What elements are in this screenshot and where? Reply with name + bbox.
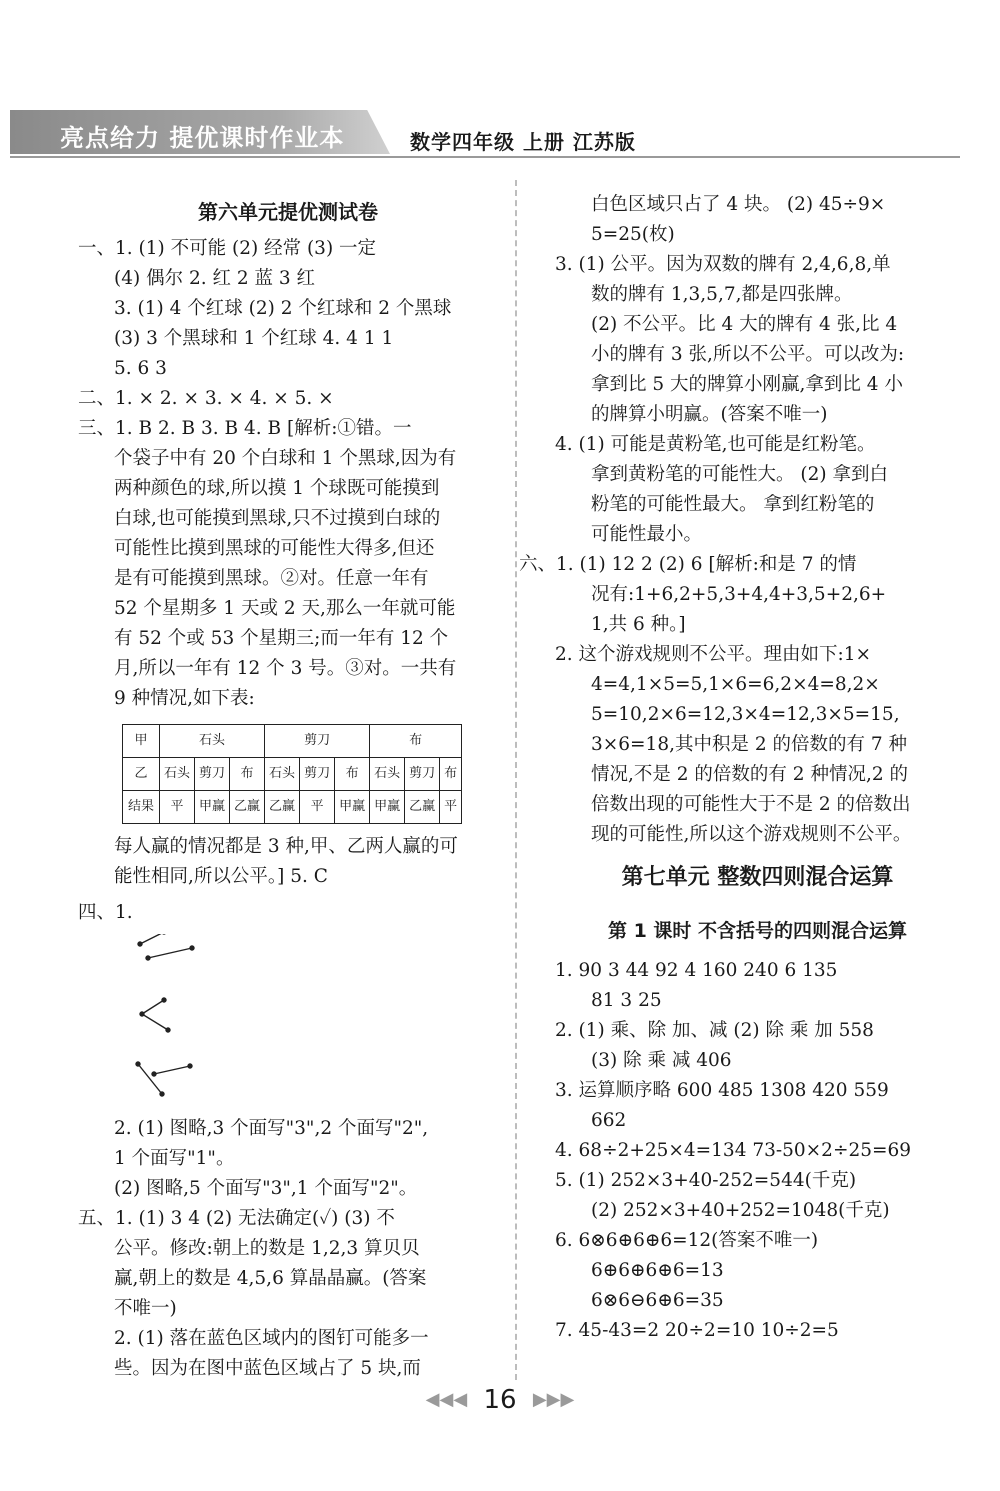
answer-line: 些。因为在图中蓝色区域占了 5 块,而 [114, 1358, 421, 1379]
answer-line: 月,所以一年有 12 个 3 号。③对。一共有 [114, 658, 457, 679]
answer-line: 小的牌有 3 张,所以不公平。可以改为: [591, 344, 905, 365]
answer-line: 2. (1) 乘、除 加、减 (2) 除 乘 加 558 [555, 1020, 874, 1041]
answer-line: 6⊗6⊖6⊕6=35 [591, 1290, 724, 1311]
match-dot [162, 998, 166, 1002]
answer-line: 况有:1+6,2+5,3+4,4+3,5+2,6+ [591, 584, 887, 605]
answer-line: 3×6=18,其中积是 2 的倍数的有 7 种 [591, 734, 908, 755]
table-cell: 石头 [160, 758, 195, 791]
answer-line: 5=25(枚) [591, 224, 675, 245]
table-cell: 结果 [123, 791, 160, 824]
table-cell: 平 [440, 791, 462, 824]
answer-line: 不唯一) [114, 1298, 177, 1319]
answer-line: 1. 90 3 44 92 4 160 240 6 135 [555, 960, 838, 981]
answer-line: 倍数出现的可能性大于不是 2 的倍数出 [591, 794, 911, 815]
answer-line: 9 种情况,如下表: [114, 688, 255, 709]
unit-title: 第七单元 整数四则混合运算 [621, 865, 894, 890]
answer-line: 52 个星期多 1 天或 2 天,那么一年就可能 [114, 598, 456, 619]
answer-line: 可能性比摸到黑球的可能性大得多,但还 [114, 538, 435, 559]
answer-line: 3. 运算顺序略 600 485 1308 420 559 [555, 1080, 889, 1101]
match-dot [136, 1062, 140, 1066]
section-title: 第六单元提优测试卷 [198, 200, 378, 224]
header-rule [10, 156, 960, 158]
answer-line: 1,共 6 种。] [591, 614, 686, 635]
answer-line: 的牌算小明赢。(答案不唯一) [591, 404, 828, 425]
lesson-title: 第 1 课时 不含括号的四则混合运算 [607, 920, 908, 942]
match-line [138, 1064, 162, 1094]
answer-line: (3) 3 个黑球和 1 个红球 4. 4 1 1 [114, 328, 394, 349]
page-number: 16 [483, 1385, 517, 1415]
table-cell: 乙赢 [405, 791, 440, 824]
match-line [148, 948, 192, 958]
page-footer [0, 1385, 1000, 1415]
left-column [78, 190, 498, 1384]
answer-line: 赢,朝上的数是 4,5,6 算晶晶赢。(答案 [114, 1268, 427, 1289]
match-dot [188, 1064, 192, 1068]
brand-title: 亮点给力 提优课时作业本 [60, 124, 345, 152]
line-matching-figure [118, 934, 238, 1104]
answer-line: 白色区域只占了 4 块。 (2) 45÷9× [591, 194, 886, 215]
match-dot [190, 946, 194, 950]
table-cell: 平 [160, 791, 195, 824]
match-dot [160, 1092, 164, 1096]
answer-line: 4. 68÷2+25×4=134 73-50×2÷25=69 [555, 1140, 912, 1161]
match-line [142, 1000, 164, 1014]
answer-line: 拿到比 5 大的牌算小刚赢,拿到比 4 小 [591, 374, 903, 395]
answer-line: 4. (1) 可能是黄粉笔,也可能是红粉笔。 [555, 434, 876, 455]
next-arrows-icon: ▶▶▶ [532, 1389, 575, 1410]
match-line [140, 934, 164, 944]
answer-line: 粉笔的可能性最大。 拿到红粉笔的 [591, 494, 875, 515]
answer-line: 三、1. B 2. B 3. B 4. B [解析:①错。一 [78, 418, 412, 439]
answer-line: 二、1. × 2. × 3. × 4. × 5. × [78, 388, 334, 409]
table-cell: 甲赢 [335, 791, 370, 824]
answer-line: 3. (1) 公平。因为双数的牌有 2,4,6,8,单 [555, 254, 891, 275]
match-line [154, 1066, 190, 1074]
answer-line: 情况,不是 2 的倍数的有 2 种情况,2 的 [591, 764, 908, 785]
match-dot [138, 942, 142, 946]
answer-line: (2) 图略,5 个面写"3",1 个面写"2"。 [114, 1178, 418, 1199]
match-line [142, 1014, 168, 1030]
answer-line: 现的可能性,所以这个游戏规则不公平。 [591, 824, 912, 845]
answer-line: (2) 252×3+40+252=1048(千克) [591, 1200, 890, 1221]
answer-line: 能性相同,所以公平。] 5. C [114, 866, 328, 887]
table-cell: 布 [370, 725, 462, 758]
answer-line: 公平。修改:朝上的数是 1,2,3 算贝贝 [114, 1238, 420, 1259]
answer-line: 五、1. (1) 3 4 (2) 无法确定(✓) (3) 不 [78, 1208, 395, 1229]
answer-line: 2. 这个游戏规则不公平。理由如下:1× [555, 644, 872, 665]
table-cell: 甲赢 [195, 791, 230, 824]
answer-line: 个袋子中有 20 个白球和 1 个黑球,因为有 [114, 448, 457, 469]
answer-line: 每人赢的情况都是 3 种,甲、乙两人赢的可 [114, 836, 458, 857]
answer-line: 4=4,1×5=5,1×6=6,2×4=8,2× [591, 674, 880, 695]
answer-line: 2. (1) 落在蓝色区域内的图钉可能多一 [114, 1328, 429, 1349]
answer-line: 六、1. (1) 12 2 (2) 6 [解析:和是 7 的情 [519, 554, 857, 575]
answer-line: 1 个面写"1"。 [114, 1148, 235, 1169]
table-cell: 石头 [370, 758, 405, 791]
answer-line: 拿到黄粉笔的可能性大。 (2) 拿到白 [591, 464, 888, 485]
table-cell: 石头 [265, 758, 300, 791]
table-cell: 剪刀 [265, 725, 370, 758]
answer-line: 白球,也可能摸到黑球,只不过摸到白球的 [114, 508, 441, 529]
match-dot [140, 1012, 144, 1016]
answer-line: 6⊕6⊕6⊕6=13 [591, 1260, 724, 1281]
table-cell: 乙赢 [265, 791, 300, 824]
table-cell: 石头 [160, 725, 265, 758]
answer-line: 可能性最小。 [591, 524, 703, 545]
table-cell: 剪刀 [405, 758, 440, 791]
table-cell: 剪刀 [195, 758, 230, 791]
rock-paper-scissors-table [122, 724, 462, 824]
answer-line: 6. 6⊗6⊕6⊕6=12(答案不唯一) [555, 1230, 819, 1251]
answer-line: 5. (1) 252×3+40-252=544(千克) [555, 1170, 857, 1191]
answer-line: 一、1. (1) 不可能 (2) 经常 (3) 一定 [78, 238, 377, 259]
column-divider [515, 180, 517, 1380]
table-cell: 布 [230, 758, 265, 791]
answer-line: 2. (1) 图略,3 个面写"3",2 个面写"2", [114, 1118, 429, 1139]
answer-line: 3. (1) 4 个红球 (2) 2 个红球和 2 个黑球 [114, 298, 452, 319]
table-cell: 平 [300, 791, 335, 824]
table-cell: 乙赢 [230, 791, 265, 824]
answer-line: 四、1. [78, 902, 133, 923]
answer-line: (4) 偶尔 2. 红 2 蓝 3 红 [114, 268, 316, 289]
answer-line: 81 3 25 [591, 990, 662, 1011]
table-cell: 甲赢 [370, 791, 405, 824]
match-dot [152, 1072, 156, 1076]
right-column [519, 190, 960, 1346]
answer-line: 662 [591, 1110, 627, 1131]
answer-line: 有 52 个或 53 个星期三;而一年有 12 个 [114, 628, 449, 649]
table-cell: 甲 [123, 725, 160, 758]
answer-line: (2) 不公平。比 4 大的牌有 4 张,比 4 [591, 314, 898, 335]
answer-line: 两种颜色的球,所以摸 1 个球既可能摸到 [114, 478, 440, 499]
table-cell: 剪刀 [300, 758, 335, 791]
match-dot [146, 956, 150, 960]
answer-line: 7. 45-43=2 20÷2=10 10÷2=5 [555, 1320, 839, 1341]
table-cell: 布 [440, 758, 462, 791]
answer-line: 5=10,2×6=12,3×4=12,3×5=15, [591, 704, 900, 725]
prev-arrows-icon: ◀◀◀ [425, 1389, 468, 1410]
answer-line: (3) 除 乘 减 406 [591, 1050, 732, 1071]
book-subtitle: 数学四年级 上册 江苏版 [410, 130, 636, 154]
answer-line: 5. 6 3 [114, 358, 167, 379]
table-cell: 乙 [123, 758, 160, 791]
answer-line: 是有可能摸到黑球。②对。任意一年有 [114, 568, 429, 589]
match-dot [166, 1028, 170, 1032]
answer-line: 数的牌有 1,3,5,7,都是四张牌。 [591, 284, 853, 305]
table-cell: 布 [335, 758, 370, 791]
